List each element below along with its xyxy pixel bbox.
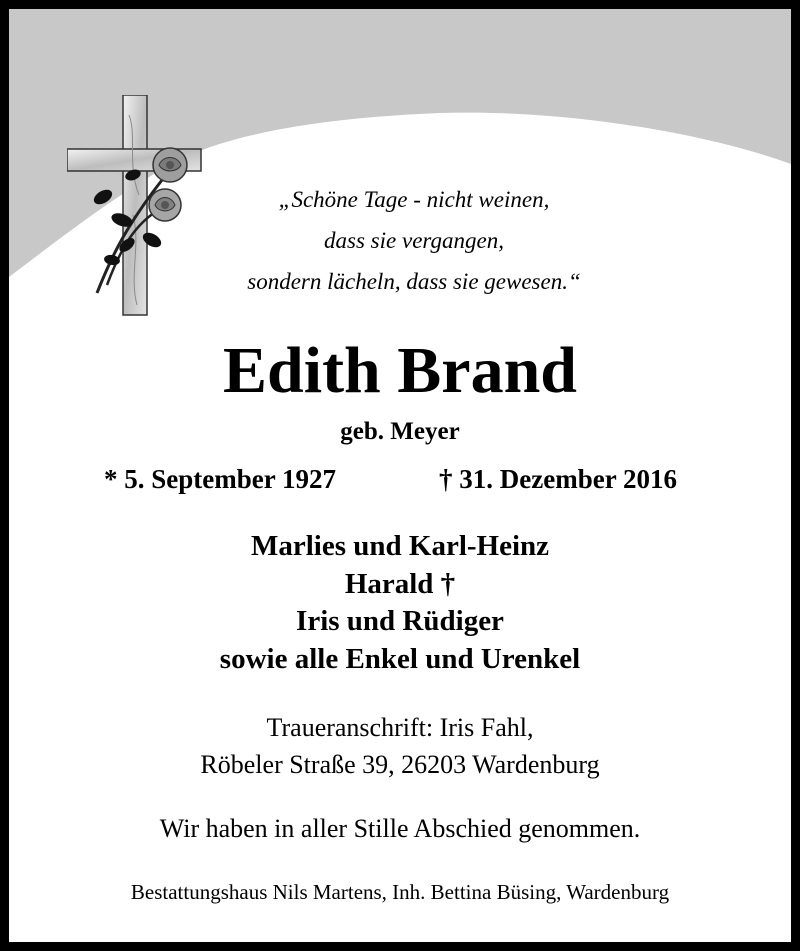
farewell-notice: Wir haben in aller Stille Abschied genommen. bbox=[159, 814, 641, 843]
mourner-line: Iris und Rüdiger bbox=[296, 605, 504, 637]
mourner-line: sowie alle Enkel und Urenkel bbox=[219, 642, 581, 675]
quote bbox=[199, 179, 629, 302]
address-line: Röbeler Straße 39, 26203 Wardenburg bbox=[200, 750, 600, 779]
address-line: Traueranschrift: Iris Fahl, bbox=[266, 713, 534, 742]
deceased-name: Edith Brand bbox=[223, 334, 577, 407]
birth-name: geb. Meyer bbox=[340, 418, 460, 445]
cross-with-roses-icon bbox=[67, 95, 217, 325]
quote-line: „Schöne Tage - nicht weinen, bbox=[278, 187, 550, 212]
mourner-line: Harald † bbox=[344, 567, 456, 600]
quote-line: dass sie vergangen, bbox=[324, 228, 504, 253]
mourners-list bbox=[9, 528, 791, 678]
birth-date: * 5. September 1927 bbox=[104, 464, 336, 494]
undertaker-line: Bestattungshaus Nils Martens, Inh. Bettina Büsing, Wardenburg bbox=[130, 880, 670, 904]
mourning-address bbox=[9, 709, 791, 783]
quote-line: sondern lächeln, dass sie gewesen.“ bbox=[247, 269, 581, 294]
death-date: † 31. Dezember 2016 bbox=[439, 464, 677, 494]
mourner-line: Marlies und Karl-Heinz bbox=[250, 530, 550, 562]
